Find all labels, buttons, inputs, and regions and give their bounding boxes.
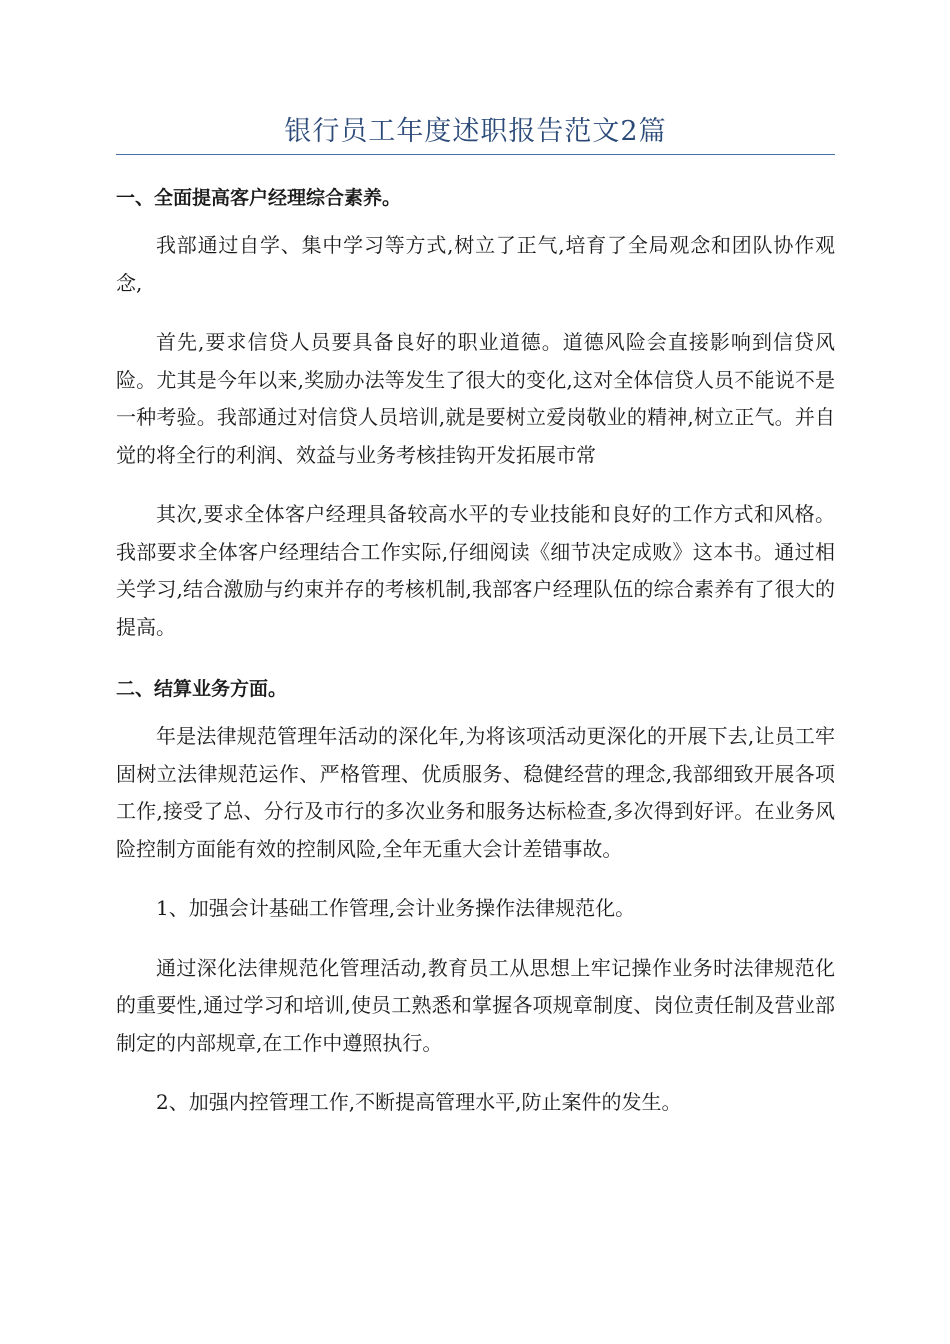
- paragraph: 1、加强会计基础工作管理,会计业务操作法律规范化。: [156, 896, 636, 920]
- paragraph: 年是法律规范管理年活动的深化年,为将该项活动更深化的开展下去,让员工牢固树立法律规范运作、严格管理、优质服务、稳健经营的理念,我部细致开展各项工作,接受了总、分行及市行的多次业务和服务达标检查,多次得到好评。在业务风险控制方面能有效的控制风险,全年无重大会计差错事故。: [116, 724, 835, 861]
- section-1: [116, 183, 835, 646]
- paragraph: 首先,要求信贷人员要具备良好的职业道德。道德风险会直接影响到信贷风险。尤其是今年以来,奖励办法等发生了很大的变化,这对全体信贷人员不能说不是一种考验。我部通过对信贷人员培训,就是要树立爱岗敬业的精神,树立正气。并自觉的将全行的利润、效益与业务考核挂钩开发拓展市常: [116, 330, 835, 467]
- section-heading: 二、结算业务方面。: [116, 678, 288, 700]
- section-2: [116, 674, 835, 1122]
- section-heading: 一、全面提高客户经理综合素养。: [116, 187, 402, 209]
- paragraph: 其次,要求全体客户经理具备较高水平的专业技能和良好的工作方式和风格。我部要求全体客户经理结合工作实际,仔细阅读《细节决定成败》这本书。通过相关学习,结合激励与约束并存的考核机制,我部客户经理队伍的综合素养有了很大的提高。: [116, 502, 835, 639]
- paragraph: 通过深化法律规范化管理活动,教育员工从思想上牢记操作业务时法律规范化的重要性,通过学习和培训,使员工熟悉和掌握各项规章制度、岗位责任制及营业部制定的内部规章,在工作中遵照执行。: [116, 955, 835, 1055]
- document-page: [116, 112, 835, 1122]
- document-title: 银行员工年度述职报告范文2篇: [116, 112, 835, 155]
- paragraph: 2、加强内控管理工作,不断提高管理水平,防止案件的发生。: [156, 1090, 682, 1114]
- paragraph: 我部通过自学、集中学习等方式,树立了正气,培育了全局观念和团队协作观念,: [116, 233, 835, 295]
